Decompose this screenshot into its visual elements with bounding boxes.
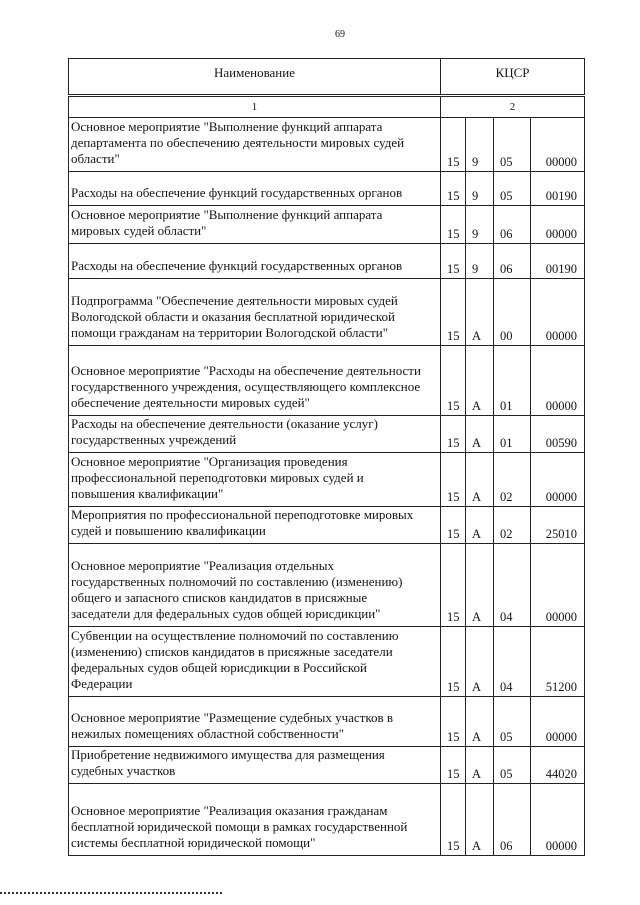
column-header-code: КЦСР [441, 59, 585, 96]
row-name-cell: Основное мероприятие "Реализация оказания гражданам бесплатной юридической помощи в рамках государственной системы бесплатной юридической помощи" [69, 784, 441, 856]
code-subprogram-cell: А [466, 416, 494, 453]
code-activity-cell: 02 [494, 453, 531, 507]
table-row [69, 279, 585, 346]
code-direction-cell: 00000 [531, 784, 585, 856]
code-activity-cell: 01 [494, 346, 531, 416]
code-program-cell: 15 [441, 697, 466, 747]
table-row [69, 507, 585, 544]
code-subprogram-cell: А [466, 453, 494, 507]
code-program-cell: 15 [441, 507, 466, 544]
column-header-name: Наименование [69, 59, 441, 96]
code-subprogram-cell: 9 [466, 206, 494, 244]
code-activity-cell: 01 [494, 416, 531, 453]
code-activity-cell: 02 [494, 507, 531, 544]
code-program-cell: 15 [441, 544, 466, 627]
table-header [69, 59, 585, 118]
row-name-cell: Субвенции на осуществление полномочий по составлению (изменению) списков кандидатов в присяжные заседатели федеральных судов общей юрисдикции в Российской Федерации [69, 627, 441, 697]
row-name-cell: Расходы на обеспечение деятельности (оказание услуг) государственных учреждений [69, 416, 441, 453]
code-subprogram-cell: 9 [466, 118, 494, 172]
code-program-cell: 15 [441, 118, 466, 172]
code-program-cell: 15 [441, 416, 466, 453]
code-program-cell: 15 [441, 453, 466, 507]
code-subprogram-cell: А [466, 697, 494, 747]
code-program-cell: 15 [441, 747, 466, 784]
code-direction-cell: 00190 [531, 244, 585, 279]
row-name-cell: Основное мероприятие "Выполнение функций аппарата мировых судей области" [69, 206, 441, 244]
row-name-cell: Основное мероприятие "Расходы на обеспечение деятельности государственного учреждения, осуществляющего комплексное обеспечение деятельности мировых судей" [69, 346, 441, 416]
table-row [69, 346, 585, 416]
code-activity-cell: 05 [494, 747, 531, 784]
row-name-cell: Приобретение недвижимого имущества для размещения судебных участков [69, 747, 441, 784]
table-row [69, 244, 585, 279]
code-subprogram-cell: А [466, 627, 494, 697]
code-subprogram-cell: 9 [466, 172, 494, 206]
code-direction-cell: 00000 [531, 279, 585, 346]
code-direction-cell: 44020 [531, 747, 585, 784]
table-row [69, 172, 585, 206]
table-row [69, 416, 585, 453]
code-subprogram-cell: 9 [466, 244, 494, 279]
code-direction-cell: 00000 [531, 453, 585, 507]
table-row [69, 118, 585, 172]
footnote-rule [0, 892, 222, 894]
code-activity-cell: 05 [494, 118, 531, 172]
code-activity-cell: 00 [494, 279, 531, 346]
table-row [69, 544, 585, 627]
code-direction-cell: 00000 [531, 697, 585, 747]
code-program-cell: 15 [441, 172, 466, 206]
page-number: 69 [335, 29, 345, 40]
code-subprogram-cell: А [466, 544, 494, 627]
row-name-cell: Расходы на обеспечение функций государственных органов [69, 172, 441, 206]
code-subprogram-cell: А [466, 747, 494, 784]
code-program-cell: 15 [441, 206, 466, 244]
table-body [69, 118, 585, 856]
table-row [69, 697, 585, 747]
column-index-code: 2 [441, 96, 585, 118]
code-direction-cell: 00000 [531, 118, 585, 172]
code-subprogram-cell: А [466, 784, 494, 856]
row-name-cell: Основное мероприятие "Реализация отдельных государственных полномочий по составлению (изменению) общего и запасного списков кандидатов в присяжные заседатели для федеральных судов общей юрисдикции" [69, 544, 441, 627]
row-name-cell: Мероприятия по профессиональной переподготовке мировых судей и повышению квалификации [69, 507, 441, 544]
table-row [69, 627, 585, 697]
code-direction-cell: 00190 [531, 172, 585, 206]
column-index-name: 1 [69, 96, 441, 118]
row-name-cell: Расходы на обеспечение функций государственных органов [69, 244, 441, 279]
code-direction-cell: 25010 [531, 507, 585, 544]
row-name-cell: Подпрограмма "Обеспечение деятельности мировых судей Вологодской области и оказания бесплатной юридической помощи гражданам на территории Вологодской области" [69, 279, 441, 346]
code-activity-cell: 06 [494, 206, 531, 244]
code-direction-cell: 00000 [531, 346, 585, 416]
code-subprogram-cell: А [466, 346, 494, 416]
code-subprogram-cell: А [466, 507, 494, 544]
code-program-cell: 15 [441, 279, 466, 346]
table-row [69, 784, 585, 856]
code-activity-cell: 06 [494, 784, 531, 856]
code-direction-cell: 51200 [531, 627, 585, 697]
row-name-cell: Основное мероприятие "Организация проведения профессиональной переподготовки мировых судей и повышения квалификации" [69, 453, 441, 507]
column-index-row [69, 96, 585, 118]
table-row [69, 453, 585, 507]
code-activity-cell: 04 [494, 544, 531, 627]
code-direction-cell: 00000 [531, 206, 585, 244]
code-direction-cell: 00590 [531, 416, 585, 453]
table-row [69, 206, 585, 244]
row-name-cell: Основное мероприятие "Выполнение функций аппарата департамента по обеспечению деятельности мировых судей области" [69, 118, 441, 172]
code-activity-cell: 04 [494, 627, 531, 697]
code-program-cell: 15 [441, 244, 466, 279]
code-activity-cell: 05 [494, 172, 531, 206]
row-name-cell: Основное мероприятие "Размещение судебных участков в нежилых помещениях областной собственности" [69, 697, 441, 747]
code-program-cell: 15 [441, 627, 466, 697]
code-program-cell: 15 [441, 784, 466, 856]
code-activity-cell: 06 [494, 244, 531, 279]
code-direction-cell: 00000 [531, 544, 585, 627]
budget-classification-table [68, 58, 585, 856]
code-program-cell: 15 [441, 346, 466, 416]
header-row [69, 59, 585, 96]
code-subprogram-cell: А [466, 279, 494, 346]
code-activity-cell: 05 [494, 697, 531, 747]
table-row [69, 747, 585, 784]
